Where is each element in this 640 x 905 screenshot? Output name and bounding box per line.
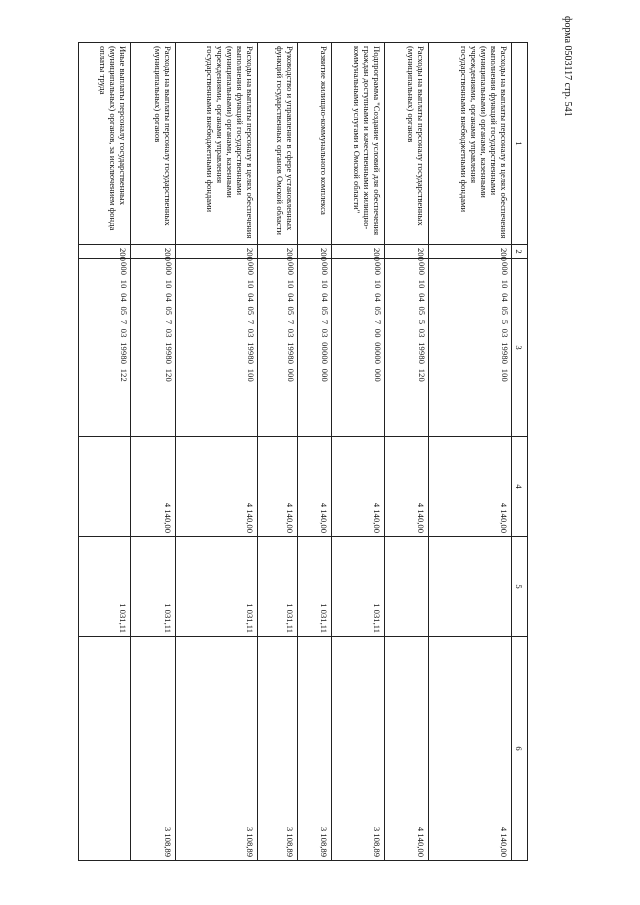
row-line-code-cell: 200 bbox=[297, 245, 332, 259]
row-approved-cell: 4 140,00 bbox=[175, 437, 258, 537]
column-number-cell: 5 bbox=[511, 537, 527, 637]
row-executed-cell: 1 031,11 bbox=[258, 537, 297, 637]
row-line-code-cell: 200 bbox=[79, 245, 131, 259]
table-row bbox=[384, 43, 429, 861]
row-approved-cell: 4 140,00 bbox=[297, 437, 332, 537]
row-name-cell: Расходы на выплаты персоналу государственных (муниципальных) органов bbox=[384, 43, 429, 245]
row-approved-cell: 4 140,00 bbox=[332, 437, 384, 537]
row-line-code-cell: 200 bbox=[332, 245, 384, 259]
row-name-cell: Руководство и управление в сфере установленных функций государственных органов Омской области bbox=[258, 43, 297, 245]
table-body bbox=[79, 43, 528, 861]
row-name-cell: Расходы на выплаты персоналу государственных (муниципальных) органов bbox=[131, 43, 176, 245]
row-executed-cell bbox=[429, 537, 512, 637]
row-unexecuted-cell: 3 108,89 bbox=[297, 637, 332, 861]
table-row bbox=[258, 43, 297, 861]
table-row bbox=[175, 43, 258, 861]
row-budget-code-cell: 000 10 04 05 5 03 19980 120 bbox=[384, 259, 429, 437]
row-name-cell: Расходы на выплаты персоналу в целях обеспечения выполнения функций государственными (муниципальными) органами, казенными учреждениями, органами управления государственными внебюджетными фондами bbox=[429, 43, 512, 245]
row-unexecuted-cell bbox=[79, 637, 131, 861]
table-row bbox=[429, 43, 512, 861]
row-line-code-cell: 200 bbox=[258, 245, 297, 259]
row-budget-code-cell: 000 10 04 05 7 03 00000 000 bbox=[297, 259, 332, 437]
row-name-cell: Иные выплаты персоналу государственных (муниципальных) органов, за исключением фонда оплаты труда bbox=[79, 43, 131, 245]
row-executed-cell: 1 031,11 bbox=[297, 537, 332, 637]
row-line-code-cell: 200 bbox=[175, 245, 258, 259]
row-approved-cell: 4 140,00 bbox=[131, 437, 176, 537]
row-approved-cell: 4 140,00 bbox=[429, 437, 512, 537]
table-row bbox=[332, 43, 384, 861]
row-unexecuted-cell: 3 108,89 bbox=[332, 637, 384, 861]
form-header: форма 0503117 стр. 541 bbox=[562, 16, 573, 117]
row-budget-code-cell: 000 10 04 05 5 03 19980 100 bbox=[429, 259, 512, 437]
row-line-code-cell: 200 bbox=[384, 245, 429, 259]
rotated-page-content bbox=[78, 42, 528, 860]
row-budget-code-cell: 000 10 04 05 7 03 19980 122 bbox=[79, 259, 131, 437]
row-unexecuted-cell: 3 108,89 bbox=[258, 637, 297, 861]
row-name-cell: Подпрограмма "Создание условий для обеспечения граждан доступными и качественными жилищно-коммунальными услугами в Омской области" bbox=[332, 43, 384, 245]
column-number-row bbox=[511, 43, 527, 861]
column-number-cell: 3 bbox=[511, 259, 527, 437]
row-executed-cell: 1 031,11 bbox=[131, 537, 176, 637]
row-budget-code-cell: 000 10 04 05 7 03 19980 100 bbox=[175, 259, 258, 437]
row-approved-cell: 4 140,00 bbox=[384, 437, 429, 537]
row-unexecuted-cell: 4 140,00 bbox=[384, 637, 429, 861]
table-row bbox=[297, 43, 332, 861]
budget-execution-table bbox=[78, 42, 528, 861]
row-line-code-cell: 200 bbox=[131, 245, 176, 259]
row-executed-cell bbox=[384, 537, 429, 637]
column-number-cell: 2 bbox=[511, 245, 527, 259]
row-line-code-cell: 200 bbox=[429, 245, 512, 259]
row-unexecuted-cell: 4 140,00 bbox=[429, 637, 512, 861]
table-row bbox=[79, 43, 131, 861]
row-name-cell: Развитие жилищно-коммунального комплекса bbox=[297, 43, 332, 245]
row-executed-cell: 1 031,11 bbox=[332, 537, 384, 637]
row-budget-code-cell: 000 10 04 05 7 03 19980 000 bbox=[258, 259, 297, 437]
row-executed-cell: 1 031,11 bbox=[175, 537, 258, 637]
column-number-cell: 6 bbox=[511, 637, 527, 861]
row-budget-code-cell: 000 10 04 05 7 00 00000 000 bbox=[332, 259, 384, 437]
row-unexecuted-cell: 3 108,89 bbox=[131, 637, 176, 861]
row-name-cell: Расходы на выплаты персоналу в целях обеспечения выполнения функций государственными (муниципальными) органами, казенными учреждениями, органами управления государственными внебюджетными фондами bbox=[175, 43, 258, 245]
row-executed-cell: 1 031,11 bbox=[79, 537, 131, 637]
row-approved-cell bbox=[79, 437, 131, 537]
row-approved-cell: 4 140,00 bbox=[258, 437, 297, 537]
table-row bbox=[131, 43, 176, 861]
column-number-cell: 4 bbox=[511, 437, 527, 537]
row-unexecuted-cell: 3 108,89 bbox=[175, 637, 258, 861]
column-number-cell: 1 bbox=[511, 43, 527, 245]
row-budget-code-cell: 000 10 04 05 7 03 19980 120 bbox=[131, 259, 176, 437]
